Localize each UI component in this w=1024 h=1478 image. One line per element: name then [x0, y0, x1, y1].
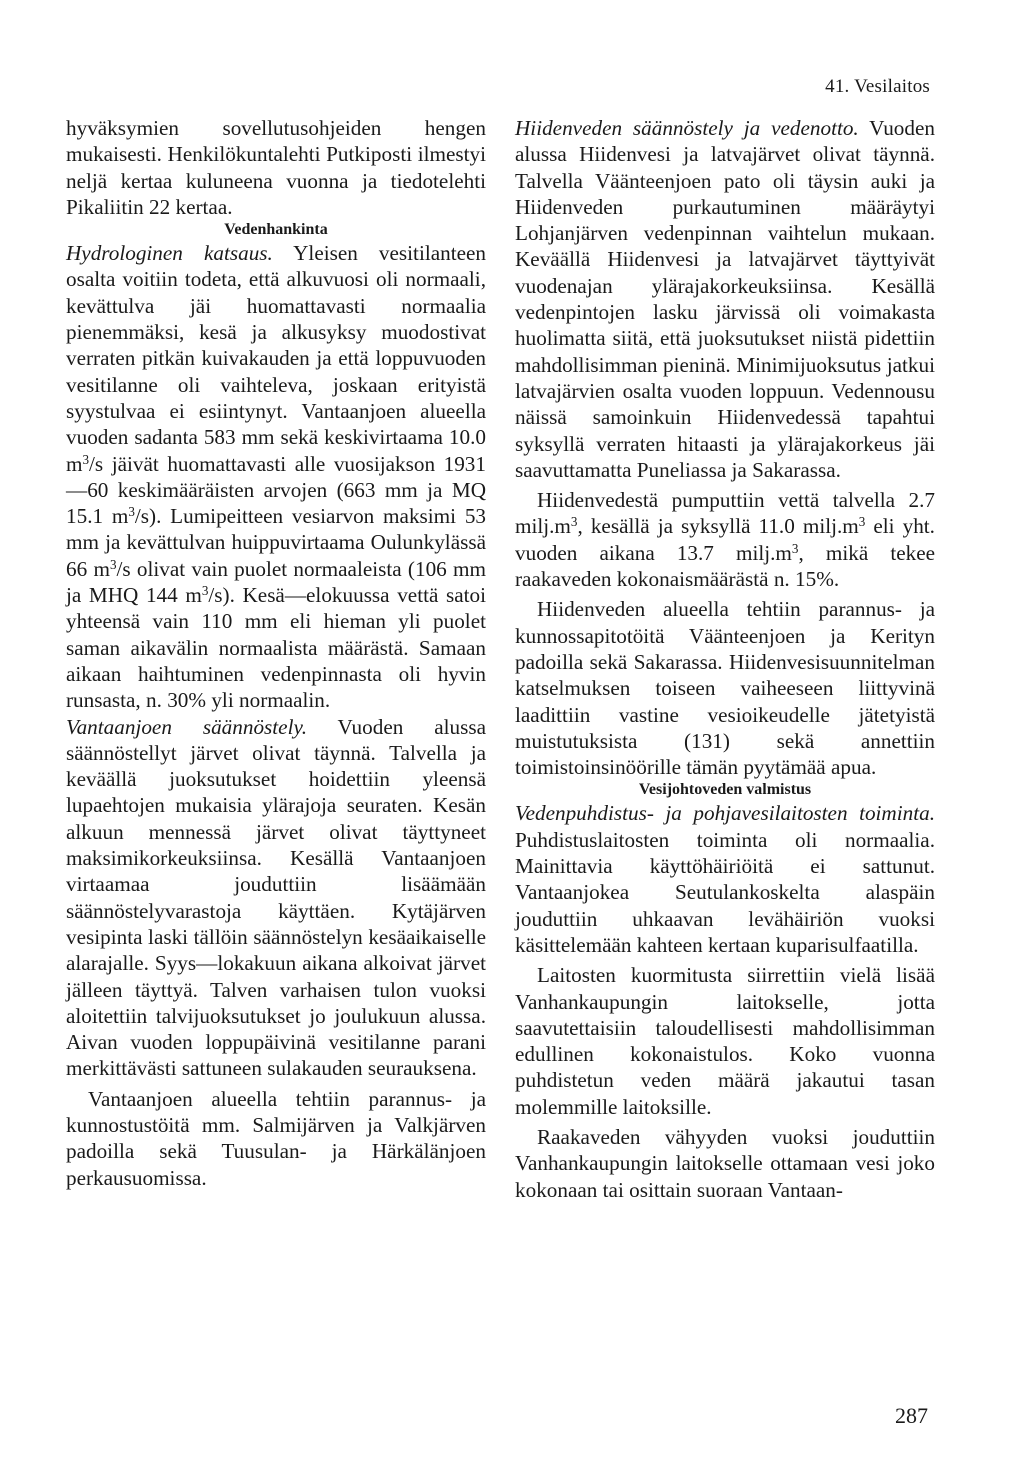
- paragraph-purification: Vedenpuhdistus- ja pohjavesilaitosten toiminta. Puhdistuslaitosten toiminta oli normaalia. Mainittavia käyttöhäiriöitä ei sattunut. Vantaanjokea Seutulankoskelta alaspäin jouduttiin uhkaavan levähäiriön vuoksi käsittelemään kahteen kertaan kuparisulfaatilla.: [515, 801, 935, 957]
- section-heading-vedenhankinta: Vedenhankinta: [224, 221, 328, 239]
- paragraph-vantaa-regulation: Vantaanjoen säännöstely. Vuoden alussa säännöstellyt järvet olivat täynnä. Talvella ja keväällä juoksutukset hoidettiin yleensä lupaehtojen mukaisia ylärajoja seuraten. Kesän alkuun mennessä järvet olivat täyttyneet maksimikorkeuksiinsa. Kesällä Vantaanjoen virtaamaa jouduttiin lisäämään säännöstelyvarastoja käyttäen. Kytäjärven vesipinta laski tällöin säännöstelyn kesäaikaiselle alarajalle. Syys—lokakuun aikana alkoivat järvet jälleen täyttyä. Talven varhaisen tulon vuoksi aloitettiin talvijuoksutukset jo joulukuun alussa. Aivan vuoden loppupäivinä vesitilanne parani merkittävästi sattuneen sulakauden seurauksena.: [66, 714, 487, 1081]
- paragraph-vantaa-works: Vantaanjoen alueella tehtiin parannus- ja kunnostustöitä mm. Salmijärven ja Valkjärven padoilla sekä Tuusulan- ja Härkälänjoen perkausuomissa.: [66, 1086, 486, 1190]
- paragraph-hydrology: Hydrologinen katsaus. Yleisen vesitilanteen osalta voitiin todeta, että alkuvuosi oli normaali, kevättulva jäi huomattavasti normaalia pienemmäksi, kesä ja alkusyksy muodostivat verraten pitkän kuivakauden ja että loppuvuoden vesitilanne oli vaihteleva, joskaan erityistä syystulvaa ei esiintynyt. Vantaanjoen alueella vuoden sadanta 583 mm sekä keskivirtaama 10.0 $m^3/s$ jäivät huomattavasti alle vuosijakson 1931—60 keskimääräisten arvojen (663 mm ja MQ 15.1 $m^3/s$). Lumipeitteen vesiarvon maksimi 53 mm ja kevättulvan huippuvirtaama Oulunkylässä 66 $m^3/s$ olivat vain puolet normaaleista (106 mm ja MHQ 144 $m^3/s$). Kesä—elokuussa vettä satoi yhteensä vain 110 mm eli hieman yli puolet saman aikavälin normaalista määrästä. Samaan aikaan haihtuminen vedenpinnasta oli hyvin runsasta, n. 30% yli normaalin.: [66, 241, 487, 713]
- section-heading-vesijohtoveden-valmistus: Vesijohtoveden valmistus: [638, 781, 812, 799]
- paragraph-lead: Hiidenveden säännöstely ja vedenotto.: [515, 116, 859, 140]
- paragraph-lead: Hydrologinen katsaus.: [66, 241, 273, 266]
- paragraph-raw-water: Raakaveden vähyyden vuoksi jouduttiin Vanhankaupungin laitokselle ottamaan vesi joko kokonaan tai osittain suoraan Vantaan-: [515, 1124, 935, 1202]
- left-column: [66, 115, 486, 1191]
- paragraph-load: Laitosten kuormitusta siirrettiin vielä lisää Vanhankaupungin laitokselle, jotta saavutettaisiin taloudellisesti mahdollisimman edullinen kokonaistulos. Koko vuonna puhdistetun veden määrä jakautui tasan molemmille laitoksille.: [515, 963, 935, 1119]
- running-header: 41. Vesilaitos: [825, 76, 930, 97]
- right-column: [515, 115, 935, 1203]
- paragraph-lead: Vantaanjoen säännöstely.: [66, 714, 307, 739]
- paragraph-hiidenvesi-works: Hiidenveden alueella tehtiin parannus- ja kunnossapitotöitä Väänteenjoen ja Kerityn padoilla sekä Sakarassa. Hiidenvesisuunnitelman katselmuksen toiseen vaiheeseen liittyvinä laadittiin vastine vesioikeudelle jätetyistä muistutuksista (131) sekä annettiin toimistoinsinöörille tämän pyytämää apua.: [515, 597, 935, 780]
- paragraph-pumping: Hiidenvedestä pumputtiin vettä talvella 2.7 $milj.m^3$, kesällä ja syksyllä 11.0 $milj.m^3$ eli yht. vuoden aikana 13.7 $milj.m^3$, mikä tekee raakaveden kokonaismäärästä n. 15%.: [515, 488, 936, 592]
- page-number: 287: [895, 1403, 928, 1428]
- paragraph-lead: Vedenpuhdistus- ja pohjavesilaitosten toiminta.: [515, 801, 935, 826]
- paragraph-hiidenvesi: Hiidenveden säännöstely ja vedenotto. Vuoden alussa Hiidenvesi ja latvajärvet olivat täynnä. Talvella Väänteenjoen pato oli täysin auki ja Hiidenveden purkautuminen määräytyi Lohjanjärven vedenpinnan vaihtelun mukaan. Keväällä Hiidenvesi ja latvajärvet täyttyivät vuodenajan ylärajakorkeuksiinsa. Kesällä vedenpintojen lasku järvissä oli voimakasta huolimatta siitä, että juoksutukset niistä pidettiin mahdollisimman pieninä. Minimijuoksutus jatkui latvajärvien osalta vuoden loppuun. Vedennousu näissä samoinkuin Hiidenvedessä tapahtui syksyllä verraten hitaasti ja ylärajakorkeus jäi saavuttamatta Puneliassa ja Sakarassa.: [515, 116, 935, 482]
- paragraph-intro: hyväksymien sovellutusohjeiden hengen mukaisesti. Henkilökuntalehti Putkiposti ilmestyi neljä kertaa kuluneena vuonna ja tiedotelehti Pikaliitin 22 kertaa.: [66, 116, 486, 219]
